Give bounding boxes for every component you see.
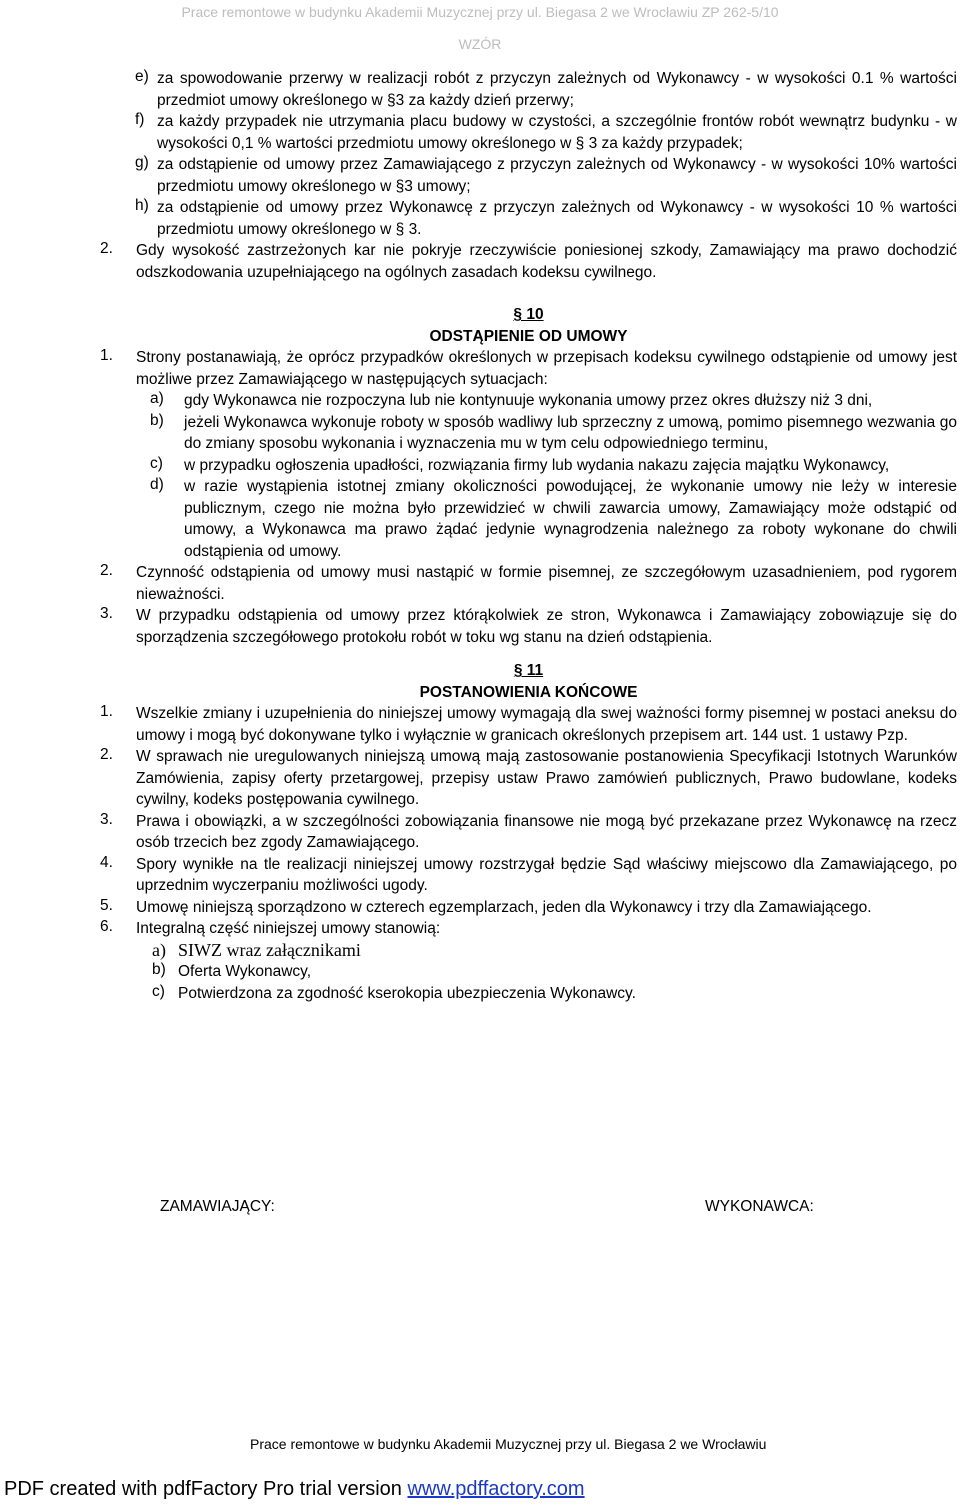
list-item: [135, 68, 957, 111]
numbered-item: [100, 605, 957, 648]
list-marker: 4.: [100, 853, 113, 871]
section-number: § 11: [513, 662, 544, 679]
list-item-text: w razie wystąpienia istotnej zmiany okoliczności powodującej, że wykonanie umowy nie leży w interesie publicznym, czego nie można było przewidzieć w chwili zawarcia umowy, Zamawiający może odstąpić od umowy, a Wykonawca ma prawo żądać jedynie wynagrodzenia należnego za roboty wykonane do chwili odstąpienia od umowy.: [184, 478, 957, 560]
numbered-item: [100, 854, 957, 897]
list-item-text: gdy Wykonawca nie rozpoczyna lub nie kontynuuje wykonania umowy przez okres dłuższy niż 3 dni,: [184, 392, 873, 409]
signature-contractor: WYKONAWCA:: [705, 1198, 814, 1215]
list-item-text: Spory wynikłe na tle realizacji niniejszej umowy rozstrzygał będzie Sąd właściwy miejscowo dla Zamawiającego, po uprzednim wyczerpaniu możliwości ugody.: [136, 855, 957, 894]
numbered-item: [100, 347, 957, 390]
pdf-notice-text: PDF created with pdfFactory Pro trial version: [4, 1478, 402, 1500]
sub-item: [100, 412, 957, 455]
list-item-text: za odstąpienie od umowy przez Zamawiającego z przyczyn zależnych od Wykonawcy - w wysokości 10% wartości przedmiotu umowy określonego w §3 umowy;: [157, 156, 957, 195]
list-marker: 6.: [100, 918, 113, 935]
sub-item: [100, 390, 957, 412]
attachment-item: [152, 961, 957, 983]
numbered-item: [100, 703, 957, 746]
list-item-text: Strony postanawiają, że oprócz przypadków określonych w przepisach kodeksu cywilnego odstąpienie od umowy jest możliwe przez Zamawiającego w następujących sytuacjach:: [136, 349, 957, 388]
list-item-text: W sprawach nie uregulowanych niniejszą umową mają zastosowanie postanowienia Specyfikacji Istotnych Warunków Zamówienia, zapisy oferty przetargowej, przepisy ustaw Prawo zamówień publicznych, Prawo budowlane, kodeks cywilny, kodeks postępowania cywilnego.: [136, 748, 957, 808]
sub-item: [100, 476, 957, 562]
numbered-item: [100, 240, 957, 283]
list-item-text: Umowę niniejszą sporządzono w czterech egzemplarzach, jeden dla Wykonawcy i trzy dla Zamawiającego.: [136, 898, 872, 916]
list-item-text: W przypadku odstąpienia od umowy przez którąkolwiek ze stron, Wykonawca i Zamawiający zobowiązuje się do sporządzenia szczegółowego protokołu robót w toku wg stanu na dzień odstąpienia.: [136, 607, 957, 646]
list-item: [135, 154, 957, 197]
signature-orderer: ZAMAWIAJĄCY:: [160, 1198, 275, 1215]
list-marker: f): [135, 111, 145, 128]
list-marker: 1.: [100, 703, 113, 720]
document-body: [100, 68, 957, 1004]
list-item: [135, 111, 957, 154]
list-item-text: za odstąpienie od umowy przez Wykonawcę z przyczyn zależnych od Wykonawcy - w wysokości 10 % wartości przedmiotu umowy określonego w § 3.: [157, 199, 957, 238]
list-item-text: Gdy wysokość zastrzeżonych kar nie pokryje rzeczywiście poniesionej szkody, Zamawiający ma prawo dochodzić odszkodowania uzupełniającego na ogólnych zasadach kodeksu cywilnego.: [136, 242, 957, 281]
numbered-item: [100, 746, 957, 811]
attachment-item: [152, 940, 957, 962]
list-item-text: Wszelkie zmiany i uzupełnienia do niniejszej umowy wymagają dla swej ważności formy pisemnej w postaci aneksu do umowy i mogą być dokonywane tylko i wyłącznie w granicach określonych przepisem art. 144 ust. 1 ustawy Pzp.: [136, 705, 957, 744]
section-title: POSTANOWIENIA KOŃCOWE: [419, 683, 638, 701]
list-marker: 2.: [100, 746, 113, 763]
section-number: § 10: [513, 306, 544, 323]
page-header-subtitle: WZÓR: [458, 36, 502, 52]
list-item-text: za każdy przypadek nie utrzymania placu budowy w czystości, a szczególnie frontów robót wewnątrz budynku - w wysokości 0,1 % wartości przedmiotu umowy określonego w § 3 za każdy przypadek;: [157, 113, 957, 152]
pdffactory-link[interactable]: www.pdffactory.com: [407, 1478, 585, 1500]
list-marker: 2.: [100, 562, 113, 579]
list-marker: 2.: [100, 240, 113, 257]
list-marker: 3.: [100, 810, 113, 828]
list-item-text: Potwierdzona za zgodność kserokopia ubezpieczenia Wykonawcy.: [178, 984, 636, 1002]
pdf-notice: [4, 1478, 585, 1501]
list-marker: b): [150, 411, 164, 429]
numbered-item: [100, 897, 957, 919]
numbered-item: [100, 918, 957, 940]
list-marker: c): [150, 454, 163, 472]
list-item-text: Integralną część niniejszej umowy stanowią:: [136, 920, 441, 937]
list-marker: a): [152, 939, 166, 960]
list-marker: e): [135, 68, 149, 85]
list-marker: c): [152, 982, 165, 1000]
list-item-text: SIWZ wraz załącznikami: [178, 939, 361, 960]
list-marker: 3.: [100, 605, 113, 622]
numbered-item: [100, 811, 957, 854]
list-item-text: jeżeli Wykonawca wykonuje roboty w sposób wadliwy lub sprzeczny z umową, pomimo pisemnego wezwania go do zmiany sposobu wykonania i wyznaczenia mu w tym celu odpowiedniego terminu,: [184, 413, 957, 452]
numbered-item: [100, 562, 957, 605]
page-footer: Prace remontowe w budynku Akademii Muzycznej przy ul. Biegasa 2 we Wrocławiu: [250, 1436, 767, 1452]
section-title: ODSTĄPIENIE OD UMOWY: [429, 327, 628, 345]
list-marker: 5.: [100, 896, 113, 914]
attachments-list: [100, 940, 957, 1005]
list-marker: g): [135, 154, 149, 171]
list-marker: h): [135, 197, 149, 214]
list-marker: d): [150, 476, 164, 493]
penalty-list: [100, 68, 957, 240]
list-item-text: Czynność odstąpienia od umowy musi nastąpić w formie pisemnej, ze szczegółowym uzasadnieniem, pod rygorem nieważności.: [136, 564, 957, 603]
list-item-text: w przypadku ogłoszenia upadłości, rozwiązania firmy lub wydania nakazu zajęcia majątku Wykonawcy,: [184, 456, 890, 474]
list-marker: 1.: [100, 347, 113, 364]
list-item-text: Oferta Wykonawcy,: [178, 963, 312, 980]
attachment-item: [152, 983, 957, 1005]
list-item: [135, 197, 957, 240]
list-item-text: Prawa i obowiązki, a w szczególności zobowiązania finansowe nie mogą być przekazane przez Wykonawcę na rzecz osób trzecich bez zgody Zamawiającego.: [136, 812, 957, 851]
list-marker: b): [152, 961, 166, 978]
list-marker: a): [150, 390, 164, 407]
sub-item: [100, 455, 957, 477]
list-item-text: za spowodowanie przerwy w realizacji robót z przyczyn zależnych od Wykonawcy - w wysokości 0.1 % wartości przedmiot umowy określonego w §3 za każdy dzień przerwy;: [157, 70, 957, 109]
page-header-title: Prace remontowe w budynku Akademii Muzycznej przy ul. Biegasa 2 we Wrocławiu ZP 262-5/10: [181, 4, 779, 20]
